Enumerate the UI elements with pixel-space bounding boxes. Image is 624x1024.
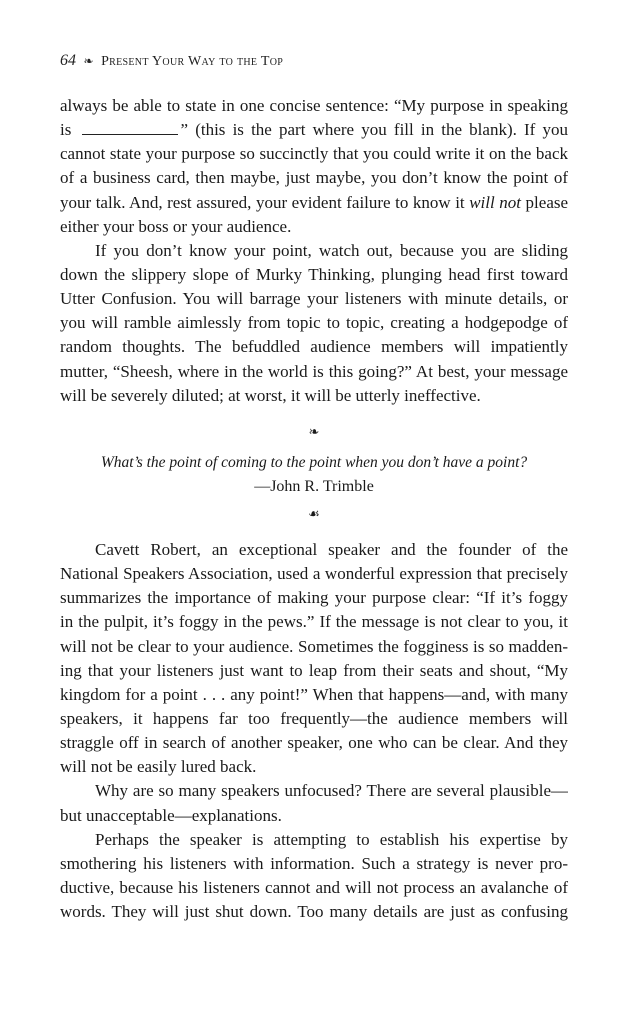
text-line: ing that your listeners just want to leap from their seats and shout, “My bbox=[60, 660, 568, 680]
page-number: 64 bbox=[60, 52, 76, 69]
text-line: If you don’t know your point, watch out, because you are sliding bbox=[95, 240, 568, 260]
text-fragment: is bbox=[60, 120, 72, 140]
text-line: Cavett Robert, an exceptional speaker and the founder of the bbox=[95, 540, 568, 559]
text-line: smothering his listeners with information. Such a strategy is never pro- bbox=[60, 853, 568, 873]
ornament-top-icon: ❧ bbox=[308, 424, 320, 439]
text-line: will be severely diluted; at worst, it will be utterly ineffective. bbox=[60, 385, 481, 405]
text-line: ductive, because his listeners cannot and will not process an avalanche of bbox=[60, 877, 568, 897]
epigraph-quote: What’s the point of coming to the point when you don’t have a point? bbox=[100, 454, 528, 471]
text-line: cannot state your purpose so succinctly that you could write it on the back bbox=[60, 144, 568, 164]
emphasis-text: will not bbox=[469, 192, 521, 212]
text-fragment: please bbox=[525, 192, 568, 212]
text-line: Why are so many speakers unfocused? There are several plausible— bbox=[95, 781, 568, 801]
text-line: National Speakers Association, used a wonderful expression that precisely bbox=[60, 564, 568, 584]
running-title: Present Your Way to the Top bbox=[101, 54, 284, 69]
text-line: of a business card, then maybe, just maybe, you don’t know the point of bbox=[60, 168, 568, 188]
epigraph-attribution: —John R. Trimble bbox=[254, 478, 374, 495]
text-line: in the pulpit, it’s foggy in the pews.” If the message is not clear to you, it bbox=[60, 612, 568, 632]
ornament-bottom-icon: ☙ bbox=[308, 506, 320, 521]
fill-in-blank bbox=[82, 119, 178, 135]
body-text-top bbox=[60, 94, 568, 408]
text-line: will not be easily lured back. bbox=[60, 757, 257, 777]
text-line: you will ramble aimlessly from topic to topic, creating a hodgepodge of bbox=[60, 313, 568, 333]
text-line: speakers, it happens far too frequently—the audience members will bbox=[60, 708, 568, 728]
text-line: will not be clear to your audience. Sometimes the fogginess is so madden- bbox=[60, 636, 568, 656]
text-line: always be able to state in one concise sentence: “My purpose in speaking bbox=[60, 96, 568, 115]
text-line: Utter Confusion. You will barrage your listeners with minute details, or bbox=[60, 289, 568, 309]
fleuron-icon: ❧ bbox=[83, 54, 94, 68]
text-line: random thoughts. The befuddled audience members will impatiently bbox=[60, 337, 568, 357]
text-line: down the slippery slope of Murky Thinking, plunging head first toward bbox=[60, 264, 568, 284]
text-fragment: your talk. And, rest assured, your evident failure to know it bbox=[60, 192, 465, 212]
text-line: straggle off in search of another speaker, one who can be clear. And they bbox=[60, 733, 568, 753]
text-line: mutter, “Sheesh, where in the world is this going?” At best, your message bbox=[60, 361, 568, 381]
text-line: either your boss or your audience. bbox=[60, 216, 292, 236]
text-line: but unacceptable—explanations. bbox=[60, 805, 282, 825]
text-line: Perhaps the speaker is attempting to establish his expertise by bbox=[95, 829, 568, 849]
body-text-bottom bbox=[60, 538, 568, 924]
text-line bbox=[60, 118, 568, 142]
text-fragment: ” (this is the part where you fill in the blank). If you bbox=[180, 120, 568, 140]
text-line: words. They will just shut down. Too many details are just as confusing bbox=[60, 902, 568, 922]
text-line bbox=[60, 191, 568, 215]
text-line: kingdom for a point . . . any point!” When that happens—and, with many bbox=[60, 684, 568, 704]
running-header bbox=[60, 52, 283, 70]
text-line: summarizes the importance of making your purpose clear: “If it’s foggy bbox=[60, 588, 568, 608]
